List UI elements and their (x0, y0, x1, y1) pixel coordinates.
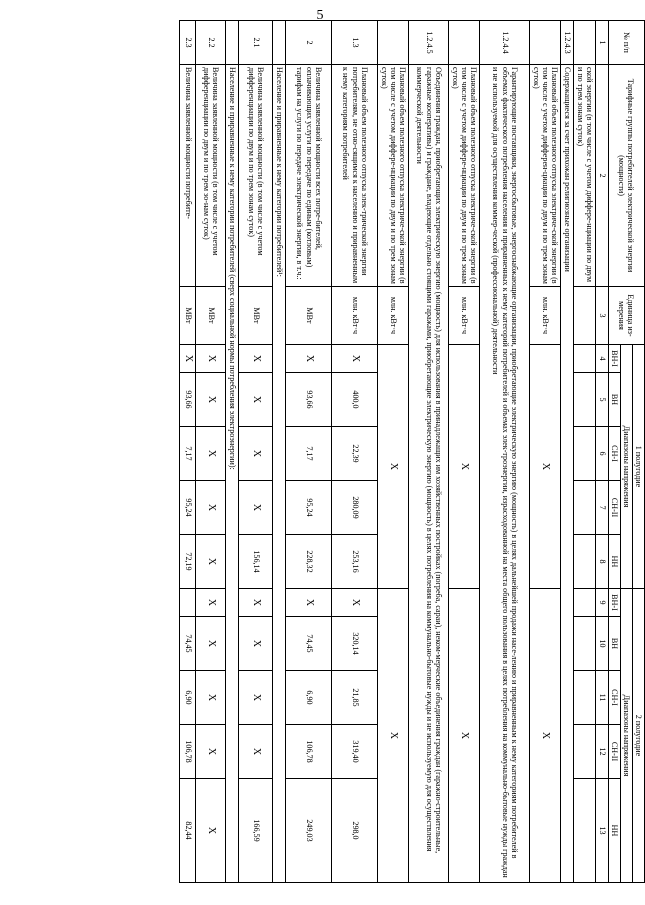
value-cell: 95,24 (286, 481, 332, 535)
value-cell: X (286, 345, 332, 373)
value-cell: 6,90 (180, 671, 196, 725)
row-description: Величина заявленной мощности (в том числе с учетом дифференциации по двум и по трем зонам суток) (239, 65, 273, 287)
value-cell (574, 589, 596, 617)
row-number (273, 21, 286, 65)
table-header (596, 21, 645, 883)
column-number: 4 (596, 345, 608, 373)
value-cell: 320,14 (332, 617, 378, 671)
value-cell: 72,19 (180, 535, 196, 589)
value-cell: X (239, 481, 273, 535)
value-cell: 6,90 (286, 671, 332, 725)
row-description: Плановый объем полезного отпуска электриче-ской энергии (в том числе с учетом дифферен-циации по двум и по трем зонам суток) (530, 65, 561, 287)
value-cell: X (196, 427, 226, 481)
column-number: 11 (596, 671, 608, 725)
header-voltage-ranges-2: Диапазоны напряжения (620, 589, 632, 883)
value-cell: 253,16 (332, 535, 378, 589)
table-row (449, 21, 480, 883)
value-cell: X (239, 617, 273, 671)
row-number (378, 21, 409, 65)
row-number: 1.2.4.4 (480, 21, 530, 65)
value-cell: 74,45 (286, 617, 332, 671)
value-cell-merged: X (530, 345, 561, 589)
column-number: 1 (596, 21, 608, 65)
row-number: 1.2.4.3 (561, 21, 574, 65)
value-cell: 106,78 (180, 725, 196, 779)
header-half-2: 2 полугодие (632, 589, 644, 883)
table-row (378, 21, 409, 883)
value-cell (574, 617, 596, 671)
table-body (180, 21, 596, 883)
table-row (332, 21, 378, 883)
value-cell (574, 535, 596, 589)
row-unit: млн. кВт·ч (332, 287, 378, 345)
value-cell-merged: X (378, 589, 409, 883)
header-voltage-ranges-1: Диапазоны напряжения (620, 345, 632, 589)
table-row (273, 21, 286, 883)
value-cell: X (286, 589, 332, 617)
value-cell: X (196, 617, 226, 671)
value-cell: X (239, 725, 273, 779)
value-cell: 22,39 (332, 427, 378, 481)
value-cell: 74,45 (180, 617, 196, 671)
header-level: СН-II (608, 725, 620, 779)
column-number: 7 (596, 481, 608, 535)
table-row (574, 21, 596, 883)
header-unit: Единица из-мерения (608, 287, 644, 345)
header-half-1: 1 полугодие (632, 345, 644, 589)
table-row (239, 21, 273, 883)
value-cell: X (196, 481, 226, 535)
table-row (286, 21, 332, 883)
header-level: ВН-I (608, 589, 620, 617)
value-cell-merged: X (530, 589, 561, 883)
row-number: 2.1 (239, 21, 273, 65)
section-title: Население и приравненные к нему категории потребителей¹: (273, 65, 286, 883)
value-cell: 319,40 (332, 725, 378, 779)
value-cell-merged: X (449, 589, 480, 883)
table-row (226, 21, 239, 883)
table-row (561, 21, 574, 883)
value-cell: 166,59 (239, 779, 273, 883)
section-title: Гарантирующие поставщики, энергосбытовые, энергоснабжающие организации, приобретающие электрическую энергию (мощность) в целях дальнейшей продажи насе-лению и приравненным к нему категориям потребителей в объемах фактического потребления населения и приравненных к нему категорий потребителей и объемах элек-троэнергии, израсходованной на места общего пользования в целях потребления на коммунально-бытовые нужды граждан и не используемой для осуществления коммер-ческой (профессиональной) деятельности (480, 65, 530, 883)
row-description: Величина заявленной мощности потребите- (180, 65, 196, 287)
header-level: ВН (608, 617, 620, 671)
column-number: 13 (596, 779, 608, 883)
value-cell (574, 345, 596, 373)
header-level: СН-I (608, 671, 620, 725)
table-row (530, 21, 561, 883)
header-level: НН (608, 535, 620, 589)
value-cell (180, 589, 196, 617)
row-unit: МВт (286, 287, 332, 345)
section-title: Объединения граждан, приобретающих электрическую энергию (мощность) для использования в принадлежащих им хозяйственных постройках (погреба, сараи), неком-мерческие объединения граждан (гаражно-строительные, гаражные кооперативы) и граждане, владеющие отдельно стоящими гаражами, приобретающие электрическую энергию (мощность) в целях потребления на коммунально-бытовые нужды и не используемую для осуществления коммерческой деятельности (409, 65, 449, 883)
value-cell-merged: X (449, 345, 480, 589)
value-cell: 400,0 (332, 373, 378, 427)
section-title: Содержащиеся за счет прихожан религиозные организации (561, 65, 574, 883)
row-description: Плановый объем полезного отпуска элек-трической энергии потребителям, не отно-сящимся к населению и приравненным к нему категориям потребителей (332, 65, 378, 287)
value-cell: 93,66 (180, 373, 196, 427)
header-number: № п/п (608, 21, 644, 65)
table-row (409, 21, 449, 883)
value-cell: 93,66 (286, 373, 332, 427)
value-cell: 156,14 (239, 535, 273, 589)
value-cell-merged: X (378, 345, 409, 589)
value-cell (574, 725, 596, 779)
column-number: 9 (596, 589, 608, 617)
value-cell (574, 779, 596, 883)
row-unit: МВт (196, 287, 226, 345)
row-number: 1.2.4.5 (409, 21, 449, 65)
value-cell: X (332, 345, 378, 373)
column-number: 12 (596, 725, 608, 779)
value-cell: X (196, 345, 226, 373)
value-cell: X (196, 671, 226, 725)
value-cell: 228,32 (286, 535, 332, 589)
value-cell: X (239, 589, 273, 617)
value-cell: 280,09 (332, 481, 378, 535)
tariff-table (179, 20, 645, 883)
row-number: 2 (286, 21, 332, 65)
row-description: Величина заявленной мощности всех потре-бителей, оплачивающих услуги по передаче по единым (котловым) тарифам на услуги по передаче электрической энергии, в т.ч.: (286, 65, 332, 287)
header-level: ВН-I (608, 345, 620, 373)
row-unit: млн. кВт·ч (530, 287, 561, 345)
value-cell: X (196, 373, 226, 427)
value-cell: X (196, 779, 226, 883)
row-unit: МВт (239, 287, 273, 345)
row-number (449, 21, 480, 65)
value-cell: X (196, 535, 226, 589)
row-number (574, 21, 596, 65)
header-level: ВН (608, 373, 620, 427)
value-cell: X (239, 427, 273, 481)
value-cell (574, 671, 596, 725)
table-row (480, 21, 530, 883)
row-description: Плановый объем полезного отпуска электриче-ской энергии (в том числе с учетом диффере-нциации по двум и по трем зонам суток) (449, 65, 480, 287)
column-number: 5 (596, 373, 608, 427)
value-cell: X (180, 345, 196, 373)
page-number: 5 (316, 8, 324, 23)
column-number: 2 (596, 65, 608, 287)
row-description: ской энергии (в том числе с учетом диффере-нциации по двум и по трем зонам суток) (574, 65, 596, 287)
value-cell (574, 427, 596, 481)
value-cell: X (239, 671, 273, 725)
row-unit: млн. кВт·ч (378, 287, 409, 345)
value-cell: X (239, 373, 273, 427)
value-cell: 249,03 (286, 779, 332, 883)
row-number: 2.3 (180, 21, 196, 65)
value-cell: X (332, 589, 378, 617)
column-number: 3 (596, 287, 608, 345)
value-cell: 7,17 (180, 427, 196, 481)
row-unit (574, 287, 596, 345)
value-cell (574, 373, 596, 427)
value-cell: X (196, 589, 226, 617)
table-row (180, 21, 196, 883)
value-cell: 82,44 (180, 779, 196, 883)
row-unit: млн. кВт·ч (449, 287, 480, 345)
column-number: 10 (596, 617, 608, 671)
header-level: СН-II (608, 481, 620, 535)
table-row (196, 21, 226, 883)
header-level: НН (608, 779, 620, 883)
row-number: 2.2 (196, 21, 226, 65)
row-number: 1.3 (332, 21, 378, 65)
row-number (530, 21, 561, 65)
value-cell: X (239, 345, 273, 373)
header-level: СН-I (608, 427, 620, 481)
value-cell: 21,85 (332, 671, 378, 725)
section-title: Население и приравненные к нему категории потребителей (сверх социальной нормы потребления электроэнергии): (226, 65, 239, 883)
value-cell: 7,17 (286, 427, 332, 481)
value-cell (574, 481, 596, 535)
row-number (226, 21, 239, 65)
row-unit: МВт (180, 287, 196, 345)
row-description: Плановый объем полезного отпуска электриче-ской энергии (в том числе с учетом диффере-нциации по двум и по трем зонам суток) (378, 65, 409, 287)
value-cell: 95,24 (180, 481, 196, 535)
row-description: Величина заявленной мощности (в том числе с учетом дифференциации по двум и по трем зо-нам суток) (196, 65, 226, 287)
value-cell: 298,0 (332, 779, 378, 883)
column-number: 8 (596, 535, 608, 589)
header-tariff-group: Тарифные группы потребителей электрической энергии (мощности) (608, 65, 644, 287)
value-cell: X (196, 725, 226, 779)
column-number: 6 (596, 427, 608, 481)
value-cell: 106,78 (286, 725, 332, 779)
